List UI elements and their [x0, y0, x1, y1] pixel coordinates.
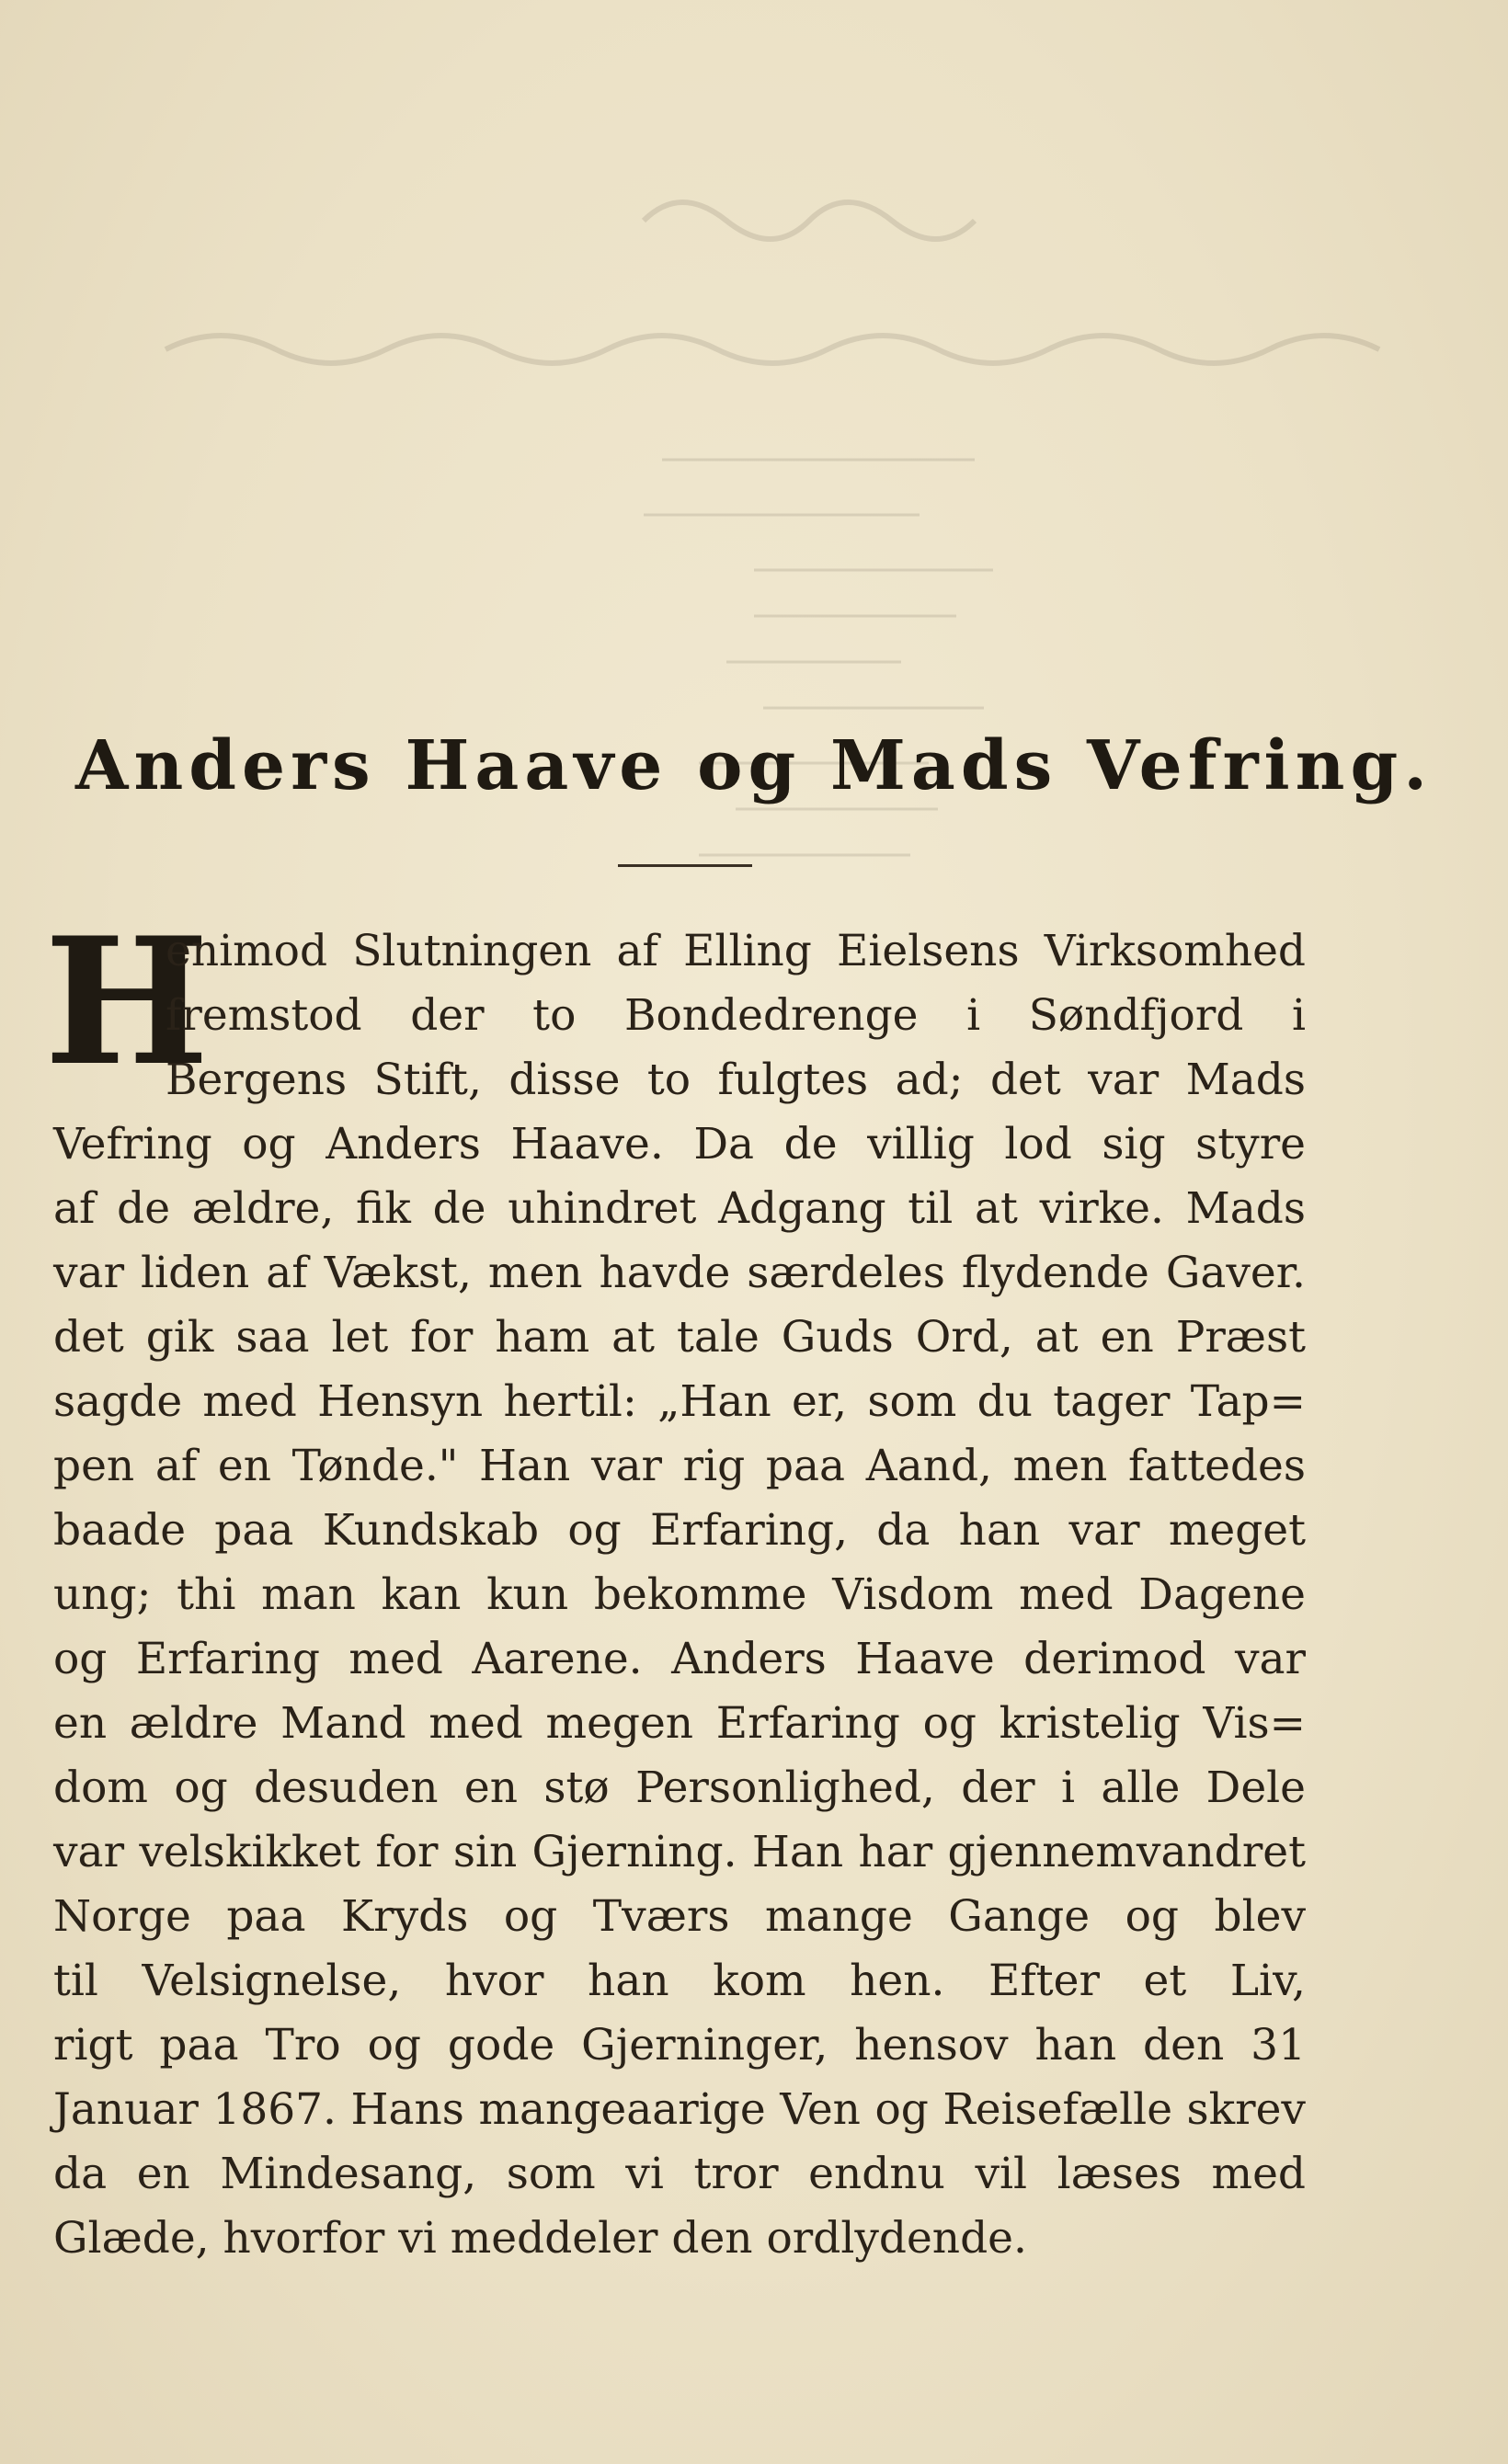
text-line: rigt paa Tro og gode Gjerninger, hensov han den 31 [53, 2020, 1306, 2070]
text-line: Norge paa Kryds og Tværs mange Gange og blev [53, 1891, 1306, 1942]
text-line: enimod Slutningen af Elling Eielsens Virksomhed [166, 926, 1306, 976]
text-line: Bergens Stift, disse to fulgtes ad; det var Mads [166, 1055, 1306, 1105]
drop-cap: H [44, 899, 210, 1104]
text-line: en ældre Mand med megen Erfaring og kristelig Vis= [53, 1698, 1306, 1749]
page-title: Anders Haave og Mads Vefring. [75, 726, 1433, 805]
text-line: det gik saa let for ham at tale Guds Ord, at en Præst [53, 1312, 1306, 1363]
text-line: af de ældre, fik de uhindret Adgang til at virke. Mads [53, 1183, 1306, 1234]
text-line: Januar 1867. Hans mangeaarige Ven og Reisefælle skrev [53, 2084, 1306, 2135]
text-line: og Erfaring med Aarene. Anders Haave derimod var [53, 1634, 1306, 1684]
text-line: Vefring og Anders Haave. Da de villig lod sig styre [53, 1119, 1306, 1169]
text-line: da en Mindesang, som vi tror endnu vil læses med [53, 2149, 1306, 2199]
text-line: baade paa Kundskab og Erfaring, da han var meget [53, 1505, 1306, 1556]
text-line: dom og desuden en stø Personlighed, der i alle Dele [53, 1762, 1306, 1813]
text-line: pen af en Tønde." Han var rig paa Aand, men fattedes [53, 1441, 1306, 1491]
text-line: ung; thi man kan kun bekomme Visdom med Dagene [53, 1569, 1306, 1620]
text-line: til Velsignelse, hvor han kom hen. Efter et Liv, [53, 1956, 1306, 2006]
title-divider [618, 864, 752, 867]
text-line: Glæde, hvorfor vi meddeler den ordlydende. [53, 2213, 1027, 2264]
text-line: var liden af Vækst, men havde særdeles flydende Gaver. [53, 1248, 1306, 1298]
text-line: sagde med Hensyn hertil: „Han er, som du tager Tap= [53, 1376, 1306, 1427]
text-line: fremstod der to Bondedrenge i Søndfjord i [166, 990, 1306, 1041]
text-line: var velskikket for sin Gjerning. Han har gjennemvandret [53, 1827, 1306, 1877]
